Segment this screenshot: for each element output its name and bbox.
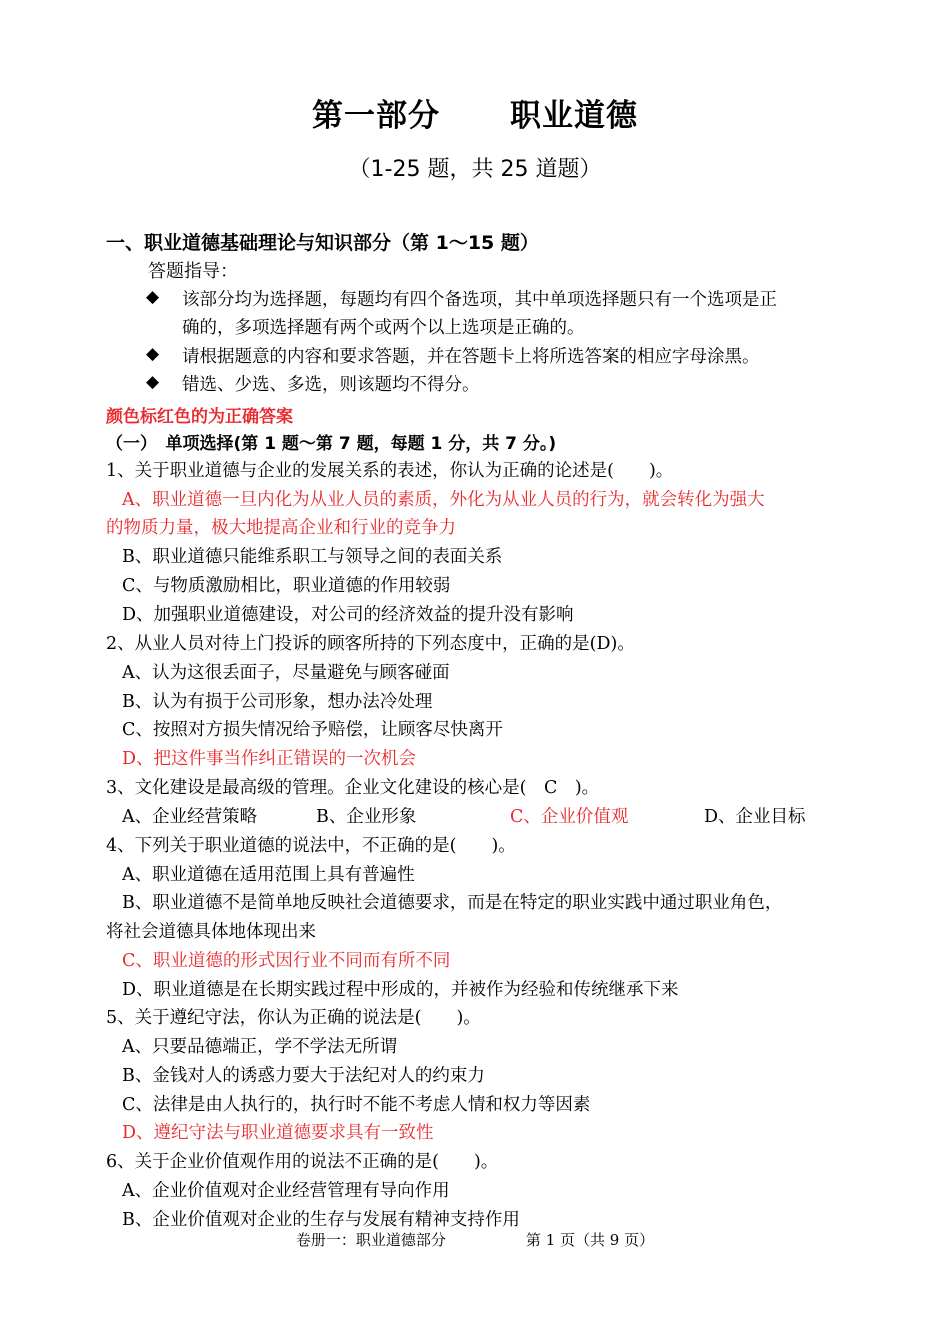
section-heading: 一、职业道德基础理论与知识部分（第 1～15 题） <box>106 232 539 254</box>
question-4-option-d: D、职业道德是在长期实践过程中形成的，并被作为经验和传统继承下来 <box>122 980 679 1000</box>
question-6-stem: 6、关于企业价值观作用的说法不正确的是( )。 <box>106 1152 499 1172</box>
question-2-option-a: A、认为这很丢面子，尽量避免与顾客碰面 <box>122 663 450 683</box>
question-4-option-a: A、职业道德在适用范围上具有普遍性 <box>122 865 415 885</box>
footer-page-number: 第 1 页（共 9 页） <box>525 1231 655 1249</box>
question-3-option-c: C、企业价值观 <box>510 807 629 827</box>
question-1-stem: 1、关于职业道德与企业的发展关系的表述，你认为正确的论述是( )。 <box>106 461 674 481</box>
diamond-bullet-icon: ◆ <box>146 372 160 392</box>
title-part: 第一部分 <box>312 98 440 134</box>
diamond-bullet-icon: ◆ <box>146 287 160 307</box>
page-subtitle: （1-25 题，共 25 道题） <box>348 157 602 182</box>
question-3-option-b: B、企业形象 <box>316 807 417 827</box>
question-5-option-b: B、金钱对人的诱惑力要大于法纪对人的约束力 <box>122 1066 485 1086</box>
question-1-option-a: A、职业道德一旦内化为从业人员的素质，外化为从业人员的行为，就会转化为强大 <box>122 490 765 510</box>
question-1-option-d: D、加强职业道德建设，对公司的经济效益的提升没有影响 <box>122 605 574 625</box>
question-6-option-a: A、企业价值观对企业经营管理有导向作用 <box>122 1181 450 1201</box>
subsection-heading: （一） 单项选择(第 1 题～第 7 题，每题 1 分，共 7 分。) <box>106 434 557 454</box>
guide-title: 答题指导： <box>148 261 238 282</box>
question-3-option-a: A、企业经营策略 <box>122 807 258 827</box>
question-5-option-a: A、只要品德端正，学不学法无所谓 <box>122 1037 398 1057</box>
question-2-stem: 2、从业人员对待上门投诉的顾客所持的下列态度中，正确的是(D)。 <box>106 634 635 654</box>
question-1-option-a-cont: 的物质力量，极大地提高企业和行业的竞争力 <box>106 518 456 538</box>
question-1-option-b: B、职业道德只能维系职工与领导之间的表面关系 <box>122 547 503 567</box>
guide-bullet-1-line-2: 确的，多项选择题有两个或两个以上选项是正确的。 <box>182 318 585 338</box>
question-4-stem: 4、下列关于职业道德的说法中，不正确的是( )。 <box>106 836 516 856</box>
question-4-option-b-cont: 将社会道德具体地体现出来 <box>106 922 316 942</box>
question-2-option-b: B、认为有损于公司形象，想办法冷处理 <box>122 692 433 712</box>
guide-bullet-2: 请根据题意的内容和要求答题，并在答题卡上将所选答案的相应字母涂黑。 <box>182 347 760 367</box>
question-4-option-c: C、职业道德的形式因行业不同而有所不同 <box>122 951 451 971</box>
question-1-option-c: C、与物质激励相比，职业道德的作用较弱 <box>122 576 451 596</box>
footer-volume: 卷册一：职业道德部分 <box>295 1231 446 1249</box>
diamond-bullet-icon: ◆ <box>146 344 160 364</box>
guide-bullet-3: 错选、少选、多选，则该题均不得分。 <box>182 375 480 395</box>
question-5-option-c: C、法律是由人执行的，执行时不能不考虑人情和权力等因素 <box>122 1095 591 1115</box>
guide-bullet-1-line-1: 该部分均为选择题，每题均有四个备选项，其中单项选择题只有一个选项是正 <box>182 290 777 310</box>
question-2-option-d: D、把这件事当作纠正错误的一次机会 <box>122 749 417 769</box>
question-3-option-d: D、企业目标 <box>704 807 806 827</box>
question-5-stem: 5、关于遵纪守法，你认为正确的说法是( )。 <box>106 1008 481 1028</box>
question-4-option-b: B、职业道德不是简单地反映社会道德要求，而是在特定的职业实践中通过职业角色， <box>122 893 783 913</box>
question-6-option-b: B、企业价值观对企业的生存与发展有精神支持作用 <box>122 1210 520 1230</box>
title-name: 职业道德 <box>510 98 638 134</box>
page-footer <box>0 1229 950 1250</box>
answer-color-note: 颜色标红色的为正确答案 <box>106 407 293 427</box>
question-2-option-c: C、按照对方损失情况给予赔偿，让顾客尽快离开 <box>122 720 503 740</box>
page-title <box>0 90 950 135</box>
question-3-stem: 3、文化建设是最高级的管理。企业文化建设的核心是( C )。 <box>106 778 600 798</box>
question-5-option-d: D、遵纪守法与职业道德要求具有一致性 <box>122 1123 434 1143</box>
